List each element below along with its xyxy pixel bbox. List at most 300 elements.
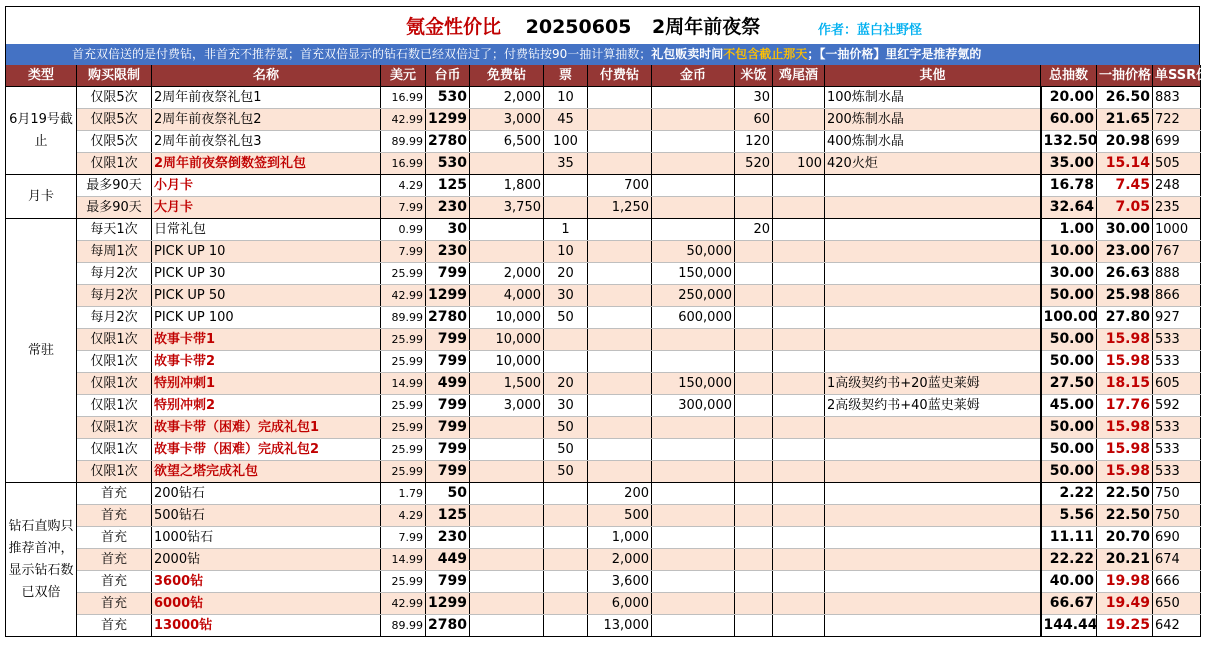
cell-ticket: 50 xyxy=(544,461,588,483)
cell-paid: 1,250 xyxy=(588,197,652,219)
cell-cocktail xyxy=(773,219,825,241)
cell-name: 故事卡带1 xyxy=(152,329,381,351)
cell-twd: 1299 xyxy=(426,285,470,307)
cell-usd: 7.99 xyxy=(381,241,426,263)
cell-cocktail xyxy=(773,593,825,615)
cell-ssr: 533 xyxy=(1153,329,1201,351)
cell-paid xyxy=(588,395,652,417)
cell-per: 15.14 xyxy=(1097,153,1153,175)
notice-tail: ；【一抽价格】里红字是推荐氪的 xyxy=(807,47,982,61)
table-row xyxy=(6,615,1201,637)
cell-ssr: 1000 xyxy=(1153,219,1201,241)
cell-name: 2周年前夜祭礼包3 xyxy=(152,131,381,153)
cell-twd: 799 xyxy=(426,351,470,373)
cell-pulls: 16.78 xyxy=(1041,175,1097,197)
table-row xyxy=(6,219,1201,241)
cell-cocktail xyxy=(773,417,825,439)
cell-twd: 50 xyxy=(426,483,470,505)
cell-ticket: 100 xyxy=(544,131,588,153)
cell-gold: 50,000 xyxy=(652,241,735,263)
cell-other xyxy=(825,285,1041,307)
cell-gold xyxy=(652,109,735,131)
cell-name: PICK UP 30 xyxy=(152,263,381,285)
cell-gold: 150,000 xyxy=(652,373,735,395)
cell-usd: 25.99 xyxy=(381,461,426,483)
cell-rice xyxy=(735,329,773,351)
cell-pulls: 100.00 xyxy=(1041,307,1097,329)
cell-pulls: 132.50 xyxy=(1041,131,1097,153)
cell-usd: 25.99 xyxy=(381,439,426,461)
cell-per: 7.05 xyxy=(1097,197,1153,219)
spreadsheet xyxy=(5,6,1209,637)
table-row xyxy=(6,373,1201,395)
cell-limit: 仅限5次 xyxy=(77,87,152,109)
cell-ssr: 533 xyxy=(1153,417,1201,439)
cell-twd: 2780 xyxy=(426,131,470,153)
cell-paid xyxy=(588,417,652,439)
cell-usd: 25.99 xyxy=(381,263,426,285)
cell-paid: 6,000 xyxy=(588,593,652,615)
cell-pulls: 144.44 xyxy=(1041,615,1097,637)
cell-free: 2,000 xyxy=(470,87,544,109)
header-gold: 金币 xyxy=(652,65,735,87)
cell-ticket xyxy=(544,593,588,615)
cell-ssr: 722 xyxy=(1153,109,1201,131)
cell-ticket xyxy=(544,351,588,373)
cell-pulls: 50.00 xyxy=(1041,439,1097,461)
cell-other: 200炼制水晶 xyxy=(825,109,1041,131)
header-pulls: 总抽数 xyxy=(1041,65,1097,87)
price-table xyxy=(5,65,1209,637)
table-row xyxy=(6,461,1201,483)
cell-gold xyxy=(652,549,735,571)
cell-paid xyxy=(588,87,652,109)
cell-ticket: 30 xyxy=(544,395,588,417)
cell-cocktail xyxy=(773,241,825,263)
cell-free xyxy=(470,505,544,527)
cell-pulls: 30.00 xyxy=(1041,263,1097,285)
table-row xyxy=(6,549,1201,571)
cell-paid: 500 xyxy=(588,505,652,527)
cell-per: 15.98 xyxy=(1097,461,1153,483)
cell-other xyxy=(825,527,1041,549)
cell-per: 20.70 xyxy=(1097,527,1153,549)
cell-cocktail xyxy=(773,439,825,461)
cell-gold xyxy=(652,131,735,153)
cell-ticket: 20 xyxy=(544,263,588,285)
author-label: 作者：蓝白社野怪 xyxy=(818,23,923,38)
cell-free xyxy=(470,571,544,593)
cell-rice xyxy=(735,593,773,615)
cell-rice: 30 xyxy=(735,87,773,109)
header-row xyxy=(6,65,1201,87)
cell-ticket: 20 xyxy=(544,373,588,395)
cell-usd: 7.99 xyxy=(381,197,426,219)
cell-per: 21.65 xyxy=(1097,109,1153,131)
cell-other xyxy=(825,571,1041,593)
cell-rice: 120 xyxy=(735,131,773,153)
cell-rice xyxy=(735,373,773,395)
cell-cocktail xyxy=(773,549,825,571)
cell-gold xyxy=(652,153,735,175)
cell-rice xyxy=(735,571,773,593)
cell-rice xyxy=(735,417,773,439)
cell-rice xyxy=(735,241,773,263)
cell-twd: 799 xyxy=(426,417,470,439)
header-other: 其他 xyxy=(825,65,1041,87)
cell-free: 3,750 xyxy=(470,197,544,219)
cell-usd: 89.99 xyxy=(381,615,426,637)
cell-usd: 25.99 xyxy=(381,571,426,593)
cell-paid xyxy=(588,285,652,307)
cell-gold xyxy=(652,87,735,109)
cell-pulls: 22.22 xyxy=(1041,549,1097,571)
cell-twd: 230 xyxy=(426,197,470,219)
cell-limit: 仅限1次 xyxy=(77,395,152,417)
cell-ssr: 888 xyxy=(1153,263,1201,285)
cell-ticket xyxy=(544,483,588,505)
title-date: 20250605 xyxy=(525,16,632,38)
cell-pulls: 20.00 xyxy=(1041,87,1097,109)
cell-usd: 42.99 xyxy=(381,593,426,615)
cell-free: 10,000 xyxy=(470,329,544,351)
cell-rice xyxy=(735,395,773,417)
cell-name: 特别冲刺2 xyxy=(152,395,381,417)
cell-per: 26.63 xyxy=(1097,263,1153,285)
cell-twd: 799 xyxy=(426,461,470,483)
header-ticket: 票 xyxy=(544,65,588,87)
cell-twd: 799 xyxy=(426,439,470,461)
header-free: 免费钻 xyxy=(470,65,544,87)
cell-other: 1高级契约书+20蓝史莱姆 xyxy=(825,373,1041,395)
cell-gold xyxy=(652,615,735,637)
cell-usd: 42.99 xyxy=(381,109,426,131)
cell-free: 6,500 xyxy=(470,131,544,153)
cell-cocktail xyxy=(773,373,825,395)
cell-per: 20.98 xyxy=(1097,131,1153,153)
cell-paid xyxy=(588,439,652,461)
cell-per: 25.98 xyxy=(1097,285,1153,307)
cell-other xyxy=(825,241,1041,263)
cell-gold xyxy=(652,351,735,373)
cell-limit: 每月2次 xyxy=(77,263,152,285)
cell-ticket: 1 xyxy=(544,219,588,241)
cell-free xyxy=(470,527,544,549)
cell-free xyxy=(470,153,544,175)
cell-ticket: 50 xyxy=(544,439,588,461)
cell-limit: 最多90天 xyxy=(77,197,152,219)
cell-name: 故事卡带（困难）完成礼包2 xyxy=(152,439,381,461)
cell-paid xyxy=(588,461,652,483)
table-row xyxy=(6,351,1201,373)
table-row xyxy=(6,329,1201,351)
header-usd: 美元 xyxy=(381,65,426,87)
cell-name: 3600钻 xyxy=(152,571,381,593)
cell-ssr: 674 xyxy=(1153,549,1201,571)
cell-name: 欲望之塔完成礼包 xyxy=(152,461,381,483)
cell-cocktail xyxy=(773,615,825,637)
header-name: 名称 xyxy=(152,65,381,87)
cell-pulls: 60.00 xyxy=(1041,109,1097,131)
cell-twd: 799 xyxy=(426,263,470,285)
cell-free xyxy=(470,593,544,615)
cell-other xyxy=(825,461,1041,483)
cell-ssr: 533 xyxy=(1153,461,1201,483)
cell-cocktail xyxy=(773,175,825,197)
cell-per: 15.98 xyxy=(1097,417,1153,439)
table-row xyxy=(6,285,1201,307)
cell-paid xyxy=(588,153,652,175)
cell-cocktail xyxy=(773,307,825,329)
cell-name: 2周年前夜祭礼包2 xyxy=(152,109,381,131)
cell-limit: 最多90天 xyxy=(77,175,152,197)
notice-plain: 首充双倍送的是付费钻，非首充不推荐氪；首充双倍显示的钻石数已经双倍过了；付费钻按90一抽计算抽数； xyxy=(72,47,652,61)
title-name: 氪金性价比 xyxy=(406,16,502,38)
cell-twd: 2780 xyxy=(426,307,470,329)
cell-other: 420火炬 xyxy=(825,153,1041,175)
cell-limit: 每月2次 xyxy=(77,307,152,329)
cell-name: 1000钻石 xyxy=(152,527,381,549)
table-row xyxy=(6,131,1201,153)
cell-ssr: 505 xyxy=(1153,153,1201,175)
cell-pulls: 45.00 xyxy=(1041,395,1097,417)
cell-pulls: 1.00 xyxy=(1041,219,1097,241)
cell-gold: 150,000 xyxy=(652,263,735,285)
cell-cocktail xyxy=(773,263,825,285)
cell-per: 18.15 xyxy=(1097,373,1153,395)
cell-rice xyxy=(735,439,773,461)
cell-cocktail: 100 xyxy=(773,153,825,175)
cell-ssr: 767 xyxy=(1153,241,1201,263)
table-row xyxy=(6,109,1201,131)
cell-usd: 89.99 xyxy=(381,131,426,153)
cell-name: 故事卡带（困难）完成礼包1 xyxy=(152,417,381,439)
cell-ticket: 10 xyxy=(544,87,588,109)
cell-ssr: 927 xyxy=(1153,307,1201,329)
cell-paid: 200 xyxy=(588,483,652,505)
cell-limit: 每周1次 xyxy=(77,241,152,263)
cell-name: 200钻石 xyxy=(152,483,381,505)
cell-ticket xyxy=(544,615,588,637)
cell-paid: 1,000 xyxy=(588,527,652,549)
cell-ssr: 592 xyxy=(1153,395,1201,417)
cell-name: 小月卡 xyxy=(152,175,381,197)
cell-pulls: 50.00 xyxy=(1041,461,1097,483)
cell-ticket: 50 xyxy=(544,417,588,439)
category-cell: 钻石直购只推荐首冲，显示钻石数已双倍 xyxy=(6,483,77,637)
cell-per: 15.98 xyxy=(1097,329,1153,351)
cell-ticket xyxy=(544,175,588,197)
category-cell: 6月19号截止 xyxy=(6,87,77,175)
cell-limit: 仅限1次 xyxy=(77,329,152,351)
cell-ssr: 642 xyxy=(1153,615,1201,637)
cell-limit: 首充 xyxy=(77,483,152,505)
table-row xyxy=(6,175,1201,197)
cell-usd: 25.99 xyxy=(381,351,426,373)
cell-name: 6000钻 xyxy=(152,593,381,615)
cell-rice xyxy=(735,461,773,483)
cell-ssr: 883 xyxy=(1153,87,1201,109)
cell-pulls: 11.11 xyxy=(1041,527,1097,549)
cell-paid: 2,000 xyxy=(588,549,652,571)
cell-cocktail xyxy=(773,329,825,351)
cell-cocktail xyxy=(773,483,825,505)
cell-ssr: 605 xyxy=(1153,373,1201,395)
cell-per: 22.50 xyxy=(1097,483,1153,505)
cell-paid xyxy=(588,351,652,373)
cell-pulls: 50.00 xyxy=(1041,417,1097,439)
cell-gold: 300,000 xyxy=(652,395,735,417)
cell-other xyxy=(825,505,1041,527)
cell-rice xyxy=(735,615,773,637)
cell-ssr: 750 xyxy=(1153,483,1201,505)
cell-gold xyxy=(652,439,735,461)
cell-rice: 20 xyxy=(735,219,773,241)
cell-twd: 30 xyxy=(426,219,470,241)
cell-twd: 799 xyxy=(426,571,470,593)
cell-pulls: 32.64 xyxy=(1041,197,1097,219)
cell-gold xyxy=(652,329,735,351)
cell-other xyxy=(825,219,1041,241)
cell-per: 19.49 xyxy=(1097,593,1153,615)
table-row xyxy=(6,241,1201,263)
cell-gold xyxy=(652,593,735,615)
cell-cocktail xyxy=(773,527,825,549)
cell-usd: 89.99 xyxy=(381,307,426,329)
table-row xyxy=(6,417,1201,439)
cell-per: 20.21 xyxy=(1097,549,1153,571)
cell-paid xyxy=(588,109,652,131)
cell-twd: 2780 xyxy=(426,615,470,637)
cell-free xyxy=(470,417,544,439)
cell-rice: 520 xyxy=(735,153,773,175)
cell-pulls: 2.22 xyxy=(1041,483,1097,505)
header-ssr: 单SSR价 xyxy=(1153,65,1201,87)
cell-per: 30.00 xyxy=(1097,219,1153,241)
cell-usd: 42.99 xyxy=(381,285,426,307)
cell-free: 1,500 xyxy=(470,373,544,395)
cell-usd: 14.99 xyxy=(381,373,426,395)
title-event: 2周年前夜祭 xyxy=(652,16,761,38)
cell-ticket: 50 xyxy=(544,307,588,329)
cell-pulls: 10.00 xyxy=(1041,241,1097,263)
cell-ssr: 690 xyxy=(1153,527,1201,549)
cell-free: 10,000 xyxy=(470,351,544,373)
cell-usd: 0.99 xyxy=(381,219,426,241)
cell-ssr: 650 xyxy=(1153,593,1201,615)
header-twd: 台币 xyxy=(426,65,470,87)
cell-other xyxy=(825,593,1041,615)
cell-free xyxy=(470,483,544,505)
cell-usd: 25.99 xyxy=(381,329,426,351)
cell-usd: 4.29 xyxy=(381,505,426,527)
cell-rice xyxy=(735,285,773,307)
table-body xyxy=(6,87,1201,637)
cell-free: 1,800 xyxy=(470,175,544,197)
cell-pulls: 35.00 xyxy=(1041,153,1097,175)
cell-rice xyxy=(735,505,773,527)
cell-ssr: 533 xyxy=(1153,351,1201,373)
cell-cocktail xyxy=(773,131,825,153)
cell-name: 500钻石 xyxy=(152,505,381,527)
cell-gold xyxy=(652,571,735,593)
cell-cocktail xyxy=(773,395,825,417)
cell-twd: 230 xyxy=(426,527,470,549)
cell-pulls: 5.56 xyxy=(1041,505,1097,527)
cell-limit: 仅限1次 xyxy=(77,461,152,483)
cell-per: 26.50 xyxy=(1097,87,1153,109)
cell-usd: 4.29 xyxy=(381,175,426,197)
header-cocktail: 鸡尾酒 xyxy=(773,65,825,87)
cell-free xyxy=(470,219,544,241)
header-paid: 付费钻 xyxy=(588,65,652,87)
cell-limit: 首充 xyxy=(77,505,152,527)
cell-usd: 25.99 xyxy=(381,417,426,439)
cell-twd: 530 xyxy=(426,87,470,109)
cell-cocktail xyxy=(773,461,825,483)
cell-ssr: 866 xyxy=(1153,285,1201,307)
cell-limit: 仅限1次 xyxy=(77,351,152,373)
cell-paid xyxy=(588,241,652,263)
cell-limit: 每天1次 xyxy=(77,219,152,241)
cell-name: PICK UP 100 xyxy=(152,307,381,329)
cell-twd: 799 xyxy=(426,395,470,417)
cell-name: PICK UP 10 xyxy=(152,241,381,263)
cell-twd: 449 xyxy=(426,549,470,571)
cell-gold xyxy=(652,175,735,197)
cell-other xyxy=(825,263,1041,285)
notice-bold: 礼包贩卖时间 xyxy=(651,47,724,61)
sheet-title xyxy=(406,12,760,39)
cell-per: 23.00 xyxy=(1097,241,1153,263)
cell-cocktail xyxy=(773,351,825,373)
cell-limit: 仅限1次 xyxy=(77,439,152,461)
table-row xyxy=(6,505,1201,527)
cell-ticket: 35 xyxy=(544,153,588,175)
cell-rice xyxy=(735,549,773,571)
cell-rice xyxy=(735,351,773,373)
cell-gold xyxy=(652,219,735,241)
cell-ticket xyxy=(544,197,588,219)
cell-gold xyxy=(652,417,735,439)
cell-name: 日常礼包 xyxy=(152,219,381,241)
cell-rice xyxy=(735,197,773,219)
cell-paid: 700 xyxy=(588,175,652,197)
cell-per: 15.98 xyxy=(1097,351,1153,373)
cell-pulls: 27.50 xyxy=(1041,373,1097,395)
cell-gold: 600,000 xyxy=(652,307,735,329)
cell-ticket xyxy=(544,571,588,593)
cell-limit: 每月2次 xyxy=(77,285,152,307)
cell-gold xyxy=(652,461,735,483)
cell-usd: 7.99 xyxy=(381,527,426,549)
table-row xyxy=(6,153,1201,175)
cell-per: 7.45 xyxy=(1097,175,1153,197)
cell-pulls: 50.00 xyxy=(1041,329,1097,351)
cell-ssr: 248 xyxy=(1153,175,1201,197)
cell-other xyxy=(825,615,1041,637)
cell-paid: 13,000 xyxy=(588,615,652,637)
cell-per: 27.80 xyxy=(1097,307,1153,329)
cell-gold xyxy=(652,505,735,527)
cell-cocktail xyxy=(773,197,825,219)
cell-twd: 1299 xyxy=(426,109,470,131)
cell-limit: 仅限1次 xyxy=(77,373,152,395)
cell-other xyxy=(825,351,1041,373)
cell-ticket xyxy=(544,549,588,571)
cell-per: 15.98 xyxy=(1097,439,1153,461)
cell-other: 100炼制水晶 xyxy=(825,87,1041,109)
